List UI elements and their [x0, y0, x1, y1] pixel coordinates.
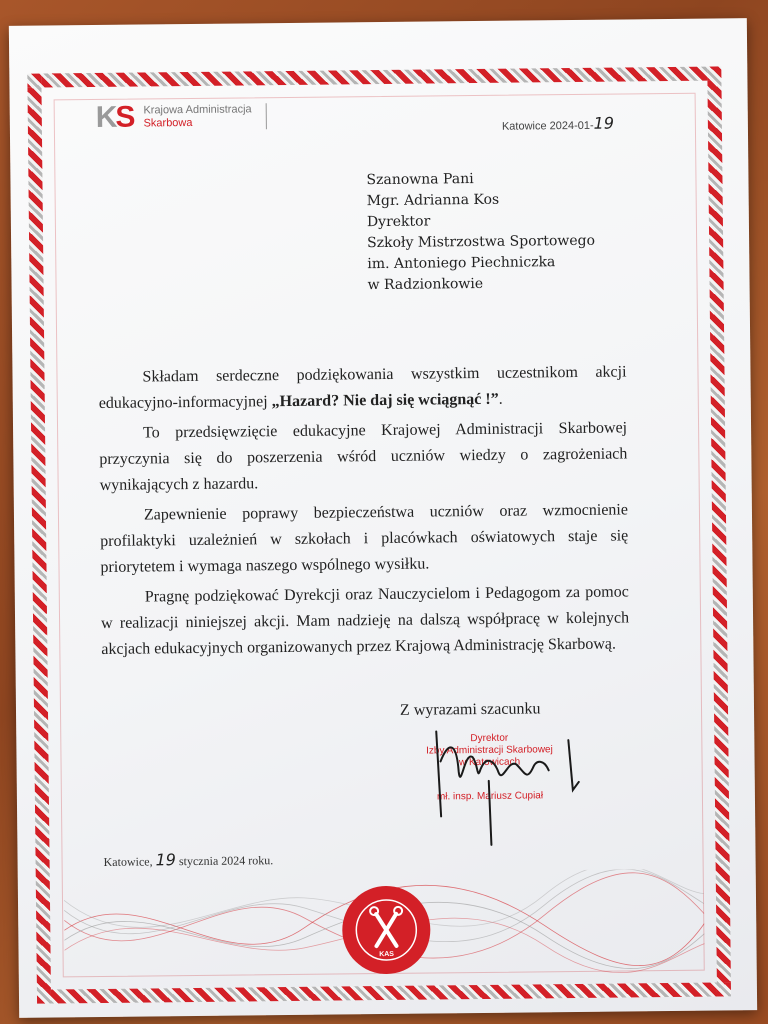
campaign-title: „Hazard? Nie daj się wciągnąć !”: [271, 390, 499, 411]
signatory-name: mł. insp. Mariusz Cupiał: [436, 790, 544, 803]
address-line: w Radzionkowie: [367, 275, 484, 294]
handwritten-day: 19: [593, 113, 615, 133]
kas-seal: [340, 884, 433, 977]
seal-center-text: KAS: [379, 950, 394, 959]
recipient-address: [366, 168, 595, 296]
place-and-date: Katowice, 19 stycznia 2024 roku.: [103, 850, 274, 870]
address-line: im. Antoniego Piechniczka: [367, 254, 556, 273]
handwritten-day: 19: [155, 850, 177, 870]
header-date: Katowice 2024-01-19: [501, 113, 615, 133]
paragraph-3: Zapewnienie poprawy bezpieczeństwa uczniów oraz wzmocnienie profilaktyki uzależnień w szkołach i placówkach oświatowych staje się priorytetem i wymaga naszego wspólnego wysiłku.: [100, 501, 629, 576]
address-line: Szkoły Mistrzostwa Sportowego: [367, 232, 596, 252]
address-line: Dyrektor: [366, 213, 431, 231]
document-page: [9, 18, 757, 1018]
kas-logo: KS Krajowa Administracja Skarbowa: [96, 99, 267, 135]
logo-line-2: Skarbowa: [143, 116, 193, 130]
address-line: Mgr. Adrianna Kos: [366, 191, 500, 210]
paragraph-2: To przedsięwzięcie edukacyjne Krajowej Administracji Skarbowej przyczynia się do poszerzenia wśród uczniów wiedzy o zagrożeniach wynikających z hazardu.: [99, 419, 628, 494]
paragraph-4: Pragnę podziękować Dyrekcji oraz Nauczycielom i Pedagogom za pomoc w realizacji niniejszej akcji. Mam nadzieję na dalszą współpracę w kolejnych akcjach edukacyjnych organizowanych przez Krajową Administrację Skarbową.: [100, 583, 630, 658]
address-line: Szanowna Pani: [366, 171, 474, 189]
logo-line-1: Krajowa Administracja: [143, 103, 252, 117]
paragraph-1: Składam serdeczne podziękowania wszystkim uczestnikom akcji edukacyjno-informacyjnej „Hazard? Nie daj się wciągnąć !”.: [98, 363, 627, 412]
official-stamp: Dyrektor Izby Administracji Skarbowej w Katowicach: [426, 732, 553, 769]
letter-body: [98, 359, 629, 667]
closing-phrase: Z wyrazami szacunku: [399, 700, 541, 719]
signature-icon: [428, 720, 599, 852]
